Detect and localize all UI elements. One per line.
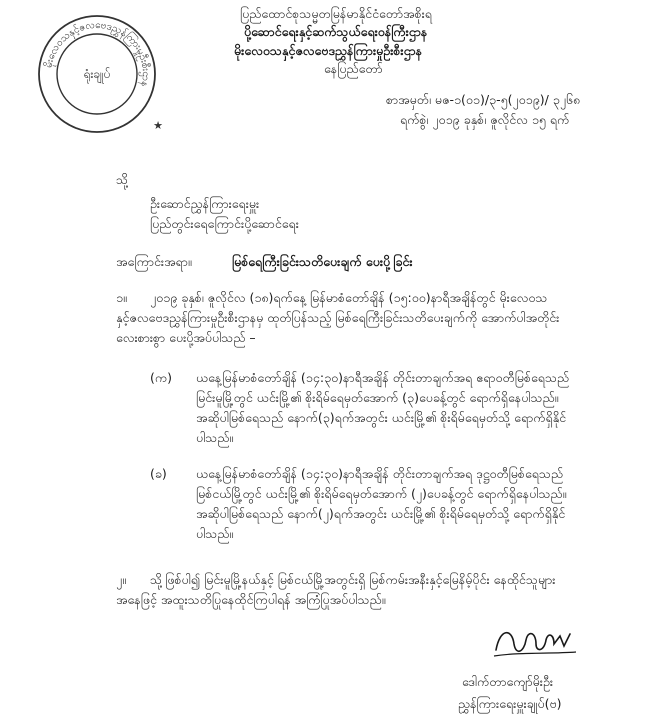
paragraph-1-line-2: နှင့်ဇလဗေဒညွှန်ကြားမှုဦးစီးဌာနမှ ထုတ်ပြန်သည့် မြစ်ရေကြီးခြင်းသတိပေးချက်ကို အောက်ပါအတိုင်း <box>116 310 560 325</box>
item-a-line-1: ယနေ့မြန်မာစံတော်ချိန် (၁၄:၃၀)နာရီအချိန် တိုင်းတာချက်အရ ဧရာဝတီမြစ်ရေသည် <box>196 370 570 385</box>
recipient-org: ပြည်တွင်းရေကြောင်းပို့ဆောင်ရေး <box>150 216 299 231</box>
item-a-line-3: အဆိုပါမြစ်ရေသည် နောက်(၃)ရက်အတွင်း ယင်းမြို့၏ စိုးရိမ်ရေမှတ်သို့ ရောက်ရှိနိုင် <box>196 410 567 425</box>
subject-text: မြစ်ရေကြီးခြင်းသတိပေးချက် ပေးပို့ခြင်း <box>232 254 413 269</box>
reference-number: စာအမှတ်၊ မဇ-၁(၀၁)/၃-၅(၂၀၁၉)/ ၃၂၆၈ <box>386 92 581 107</box>
item-a-number: (က) <box>150 370 172 385</box>
paragraph-2-line-1: သို့ဖြစ်ပါ၍ မြင်းမူမြို့နယ်နှင့် မြစ်ငယ်မြို့အတွင်းရှိ မြစ်ကမ်းအနီးနှင့်မြေနိမ့်ပိုင်း နေထိုင်သူများ <box>150 572 556 587</box>
item-b-line-3: အဆိုပါမြစ်ရေသည် နောက်(၂)ရက်အတွင်း ယင်းမြို့၏ စိုးရိမ်ရေမှတ်သို့ ရောက်ရှိနိုင် <box>196 506 566 521</box>
reference-date: ရက်စွဲ၊ ၂၀၁၉ ခုနှစ်၊ ဇူလိုင်လ ၁၅ ရက် <box>400 112 570 127</box>
paragraph-1-line-3: လေးစားစွာ ပေးပို့အပ်ပါသည် – <box>116 330 256 345</box>
recipient-name: ဦးဆောင်ညွှန်ကြားရေးမှူး <box>150 196 260 211</box>
stamp-center-text: ရုံးချုပ် <box>83 67 111 81</box>
header-location: နေပြည်တော် <box>324 61 383 76</box>
item-b-line-4: ပါသည်။ <box>196 526 234 541</box>
item-a-line-2: မြင်းမူမြို့တွင် ယင်းမြို့၏ စိုးရိမ်ရေမှတ်အောက် (၃)ပေခန့်တွင် ရောက်ရှိနေပါသည်။ <box>196 390 559 405</box>
star-icon: ★ <box>153 119 163 132</box>
item-a-line-4: ပါသည်။ <box>196 430 234 445</box>
signatory-name: ဒေါက်တာကျော်မိုးဦး <box>462 674 554 689</box>
signatory-title: ညွှန်ကြားရေးမှူးချုပ်(ဗ) <box>458 696 562 711</box>
header-department: မိုးလေဝသနှင့်ဇလဗေဒညွှန်ကြားမှုဦးစီးဌာန <box>234 43 423 58</box>
header-ministry: ပို့ဆောင်ရေးနှင့်ဆက်သွယ်ရေးဝန်ကြီးဌာန <box>244 24 428 39</box>
stamp-ring-text: မိုးလေဝသနှင့်ဇလဗေဒညွှန်ကြားမှုဦးစီးဌာန <box>43 19 152 88</box>
recipient-to: သို့ <box>116 172 129 187</box>
paragraph-1-number: ၁။ <box>116 290 127 305</box>
paragraph-2-number: ၂။ <box>116 572 126 587</box>
paragraph-1-line-1: ၂၀၁၉ ခုနှစ်၊ ဇူလိုင်လ (၁၈)ရက်နေ့ မြန်မာစံတော်ချိန် (၁၅:၀၀)နာရီအချိန်တွင် မိုးလေဝသ <box>150 290 548 305</box>
header-government: ပြည်ထောင်စုသမ္မတမြန်မာနိုင်ငံတော်အစိုးရ <box>240 6 432 21</box>
item-b-line-1: ယနေ့မြန်မာစံတော်ချိန် (၁၄:၃၀)နာရီအချိန် တိုင်းတာချက်အရ ဒုဋ္ဌဝတီမြစ်ရေသည် <box>196 466 564 481</box>
item-b-line-2: မြစ်ငယ်မြို့တွင် ယင်းမြို့၏ စိုးရိမ်ရေမှတ်အောက် (၂)ပေခန့်တွင် ရောက်ရှိနေပါသည်။ <box>196 486 567 501</box>
signature-icon <box>490 622 580 662</box>
official-stamp-icon <box>12 4 182 144</box>
item-b-number: (ခ) <box>150 466 167 481</box>
paragraph-2-line-2: အနေဖြင့် အထူးသတိပြုနေထိုင်ကြပါရန် အကြံပြုအပ်ပါသည်။ <box>116 592 386 607</box>
subject-label: အကြောင်းအရာ။ <box>116 254 192 269</box>
